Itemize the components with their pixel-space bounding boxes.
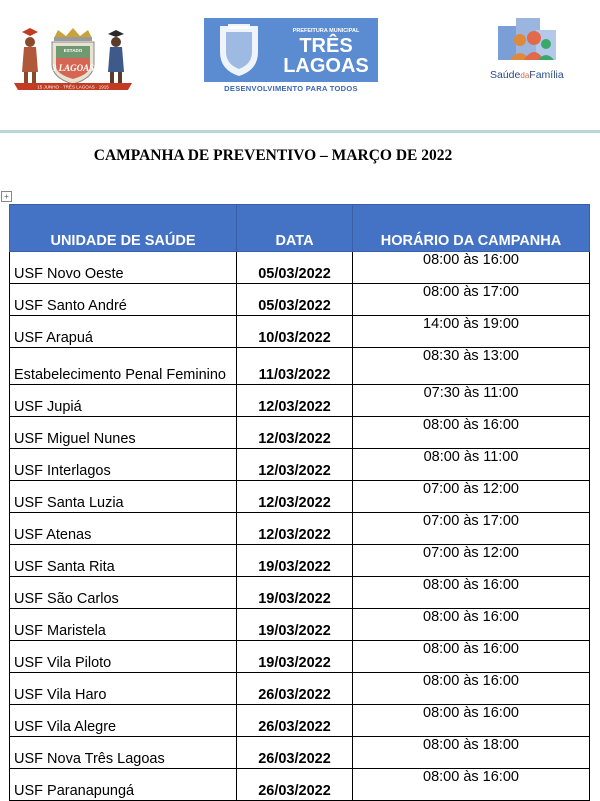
coat-top-text: ESTADO (63, 48, 83, 53)
table-row (10, 769, 590, 801)
table-row (10, 385, 590, 417)
cell-date: 19/03/2022 (237, 641, 353, 673)
cell-unit: USF Novo Oeste (10, 252, 237, 284)
cell-unit: USF São Carlos (10, 577, 237, 609)
column-header-hours: HORÁRIO DA CAMPANHA (353, 205, 590, 252)
cell-hours: 07:00 às 17:00 (353, 513, 590, 545)
cell-unit: USF Jupiá (10, 385, 237, 417)
cell-hours: 07:00 às 12:00 (353, 481, 590, 513)
logo-text-da: da (520, 71, 530, 80)
cell-date: 19/03/2022 (237, 609, 353, 641)
cell-unit: USF Nova Três Lagoas (10, 737, 237, 769)
table-row (10, 284, 590, 316)
cell-hours: 08:00 às 18:00 (353, 737, 590, 769)
cell-hours: 08:00 às 16:00 (353, 609, 590, 641)
column-header-date: DATA (237, 205, 353, 252)
cell-hours: 07:00 às 12:00 (353, 545, 590, 577)
cell-date: 10/03/2022 (237, 316, 353, 348)
cell-unit: USF Interlagos (10, 449, 237, 481)
cell-date: 26/03/2022 (237, 737, 353, 769)
prefeitura-small-text: PREFEITURA MUNICIPAL (292, 28, 360, 34)
cell-hours: 08:00 às 16:00 (353, 577, 590, 609)
cell-unit: USF Santa Rita (10, 545, 237, 577)
cell-unit: USF Santa Luzia (10, 481, 237, 513)
coat-of-arms-logo (14, 28, 132, 94)
cell-hours: 08:00 às 16:00 (353, 252, 590, 284)
svg-text:SaúdedaFamília (490, 69, 564, 81)
table-header-row (10, 205, 590, 252)
header-logos (0, 0, 600, 130)
table-move-handle-icon[interactable]: + (1, 191, 12, 202)
logo-text-familia: Família (529, 69, 564, 81)
prefeitura-line2: LAGOAS (283, 55, 369, 77)
coat-banner-text: 3 LAGOAS (51, 63, 95, 73)
cell-date: 12/03/2022 (237, 385, 353, 417)
table-row (10, 481, 590, 513)
cell-date: 12/03/2022 (237, 481, 353, 513)
prefeitura-tagline: DESENVOLVIMENTO PARA TODOS (224, 84, 358, 93)
table-row (10, 316, 590, 348)
cell-hours: 07:30 às 11:00 (353, 385, 590, 417)
table-row (10, 545, 590, 577)
table-row (10, 705, 590, 737)
cell-hours: 08:00 às 16:00 (353, 641, 590, 673)
table-body (10, 252, 590, 801)
saude-da-familia-logo (486, 16, 586, 88)
schedule-table (9, 204, 590, 801)
cell-unit: USF Vila Haro (10, 673, 237, 705)
table-row (10, 513, 590, 545)
header-divider (0, 130, 600, 133)
cell-hours: 08:00 às 16:00 (353, 417, 590, 449)
coat-ribbon-text: 15 JUNHO · TRÊS LAGOAS · 1915 (37, 84, 109, 90)
table-row (10, 252, 590, 284)
cell-date: 12/03/2022 (237, 449, 353, 481)
logo-text-saude: Saúde (490, 69, 521, 81)
cell-date: 26/03/2022 (237, 769, 353, 801)
prefeitura-logo (204, 18, 378, 82)
cell-date: 19/03/2022 (237, 545, 353, 577)
table-row (10, 348, 590, 385)
cell-unit: USF Maristela (10, 609, 237, 641)
cell-hours: 08:00 às 17:00 (353, 284, 590, 316)
cell-date: 12/03/2022 (237, 513, 353, 545)
cell-hours: 08:30 às 13:00 (353, 348, 590, 385)
table-row (10, 673, 590, 705)
table-row (10, 737, 590, 769)
table-row (10, 641, 590, 673)
column-header-unit: UNIDADE DE SAÚDE (10, 205, 237, 252)
cell-unit: USF Paranapungá (10, 769, 237, 801)
cell-hours: 08:00 às 16:00 (353, 673, 590, 705)
cell-unit: USF Vila Piloto (10, 641, 237, 673)
cell-date: 05/03/2022 (237, 284, 353, 316)
cell-date: 05/03/2022 (237, 252, 353, 284)
cell-hours: 14:00 às 19:00 (353, 316, 590, 348)
cell-date: 19/03/2022 (237, 577, 353, 609)
cell-unit: Estabelecimento Penal Feminino (10, 348, 237, 385)
table-row (10, 417, 590, 449)
cell-unit: USF Arapuá (10, 316, 237, 348)
cell-hours: 08:00 às 16:00 (353, 705, 590, 737)
cell-unit: USF Vila Alegre (10, 705, 237, 737)
prefeitura-line1: TRÊS (299, 35, 353, 57)
table-row (10, 577, 590, 609)
cell-date: 12/03/2022 (237, 417, 353, 449)
cell-unit: USF Santo André (10, 284, 237, 316)
cell-date: 26/03/2022 (237, 705, 353, 737)
cell-date: 11/03/2022 (237, 348, 353, 385)
cell-date: 26/03/2022 (237, 673, 353, 705)
cell-hours: 08:00 às 11:00 (353, 449, 590, 481)
cell-hours: 08:00 às 16:00 (353, 769, 590, 801)
page-title: CAMPANHA DE PREVENTIVO – MARÇO DE 2022 (93, 147, 453, 164)
table-row (10, 609, 590, 641)
cell-unit: USF Atenas (10, 513, 237, 545)
table-row (10, 449, 590, 481)
cell-unit: USF Miguel Nunes (10, 417, 237, 449)
